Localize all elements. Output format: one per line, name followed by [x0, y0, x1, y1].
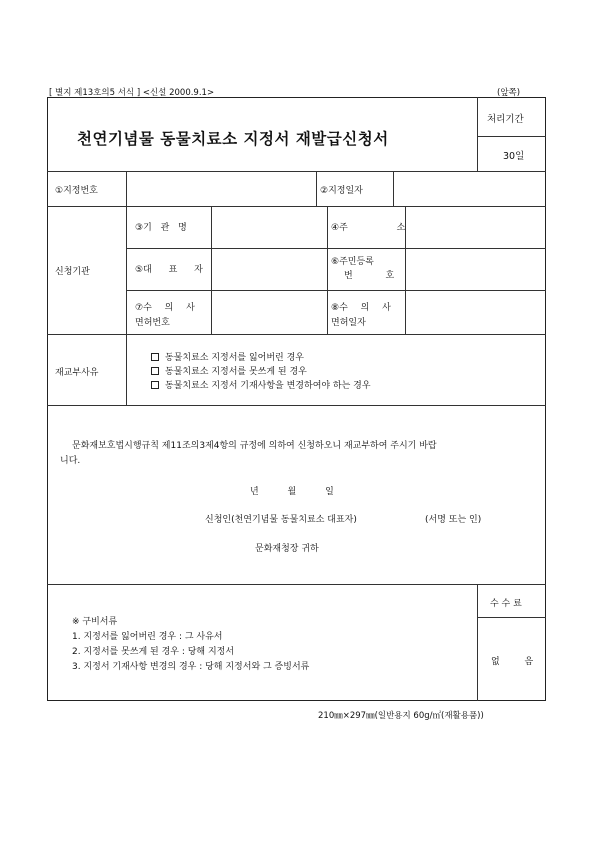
address-field[interactable]	[407, 208, 544, 246]
divider	[327, 206, 328, 334]
required-document-item: 2. 지정서를 못쓰게 된 경우 : 당해 지정서	[72, 647, 235, 657]
divider	[126, 248, 546, 249]
org-name-label: ③기 관 명	[135, 223, 187, 233]
representative-label: ⑤대 표 자	[135, 265, 203, 275]
required-document-item: 1. 지정서를 잃어버린 경우 : 그 사유서	[72, 632, 223, 642]
reason-option[interactable]: 동물치료소 지정서 기재사항을 변경하여야 하는 경우	[151, 378, 371, 391]
processing-period-label: 처리기간	[487, 114, 524, 125]
vet-license-date-label-2: 면허일자	[331, 318, 366, 328]
reason-option[interactable]: 동물치료소 지정서를 못쓰게 된 경우	[151, 364, 307, 377]
divider	[477, 617, 546, 618]
resident-number-field[interactable]	[407, 250, 544, 288]
resident-number-label-2: 번 호	[344, 271, 395, 281]
required-documents-heading: ※ 구비서류	[72, 617, 118, 627]
applicant-org-label: 신청기관	[55, 267, 90, 277]
divider	[477, 584, 478, 701]
divider	[477, 97, 478, 171]
checkbox[interactable]	[151, 367, 159, 375]
divider	[477, 136, 546, 137]
divider	[316, 171, 317, 206]
form-title: 천연기념물 동물치료소 지정서 재발급신청서	[77, 130, 389, 148]
designation-date-field[interactable]	[395, 173, 544, 204]
fee-value: 없 음	[491, 657, 534, 667]
paper-spec: 210㎜×297㎜(일반용지 60g/㎡(재활용품))	[318, 711, 484, 721]
applicant-line: 신청인(천연기념물 동물치료소 대표자)	[205, 515, 357, 525]
page-side-label: (앞쪽)	[497, 88, 521, 98]
date-line: 년 월 일	[250, 487, 334, 497]
statement-text: 문화재보호법시행규칙 제11조의3제4항의 규정에 의하여 신청하오니 재교부하여 주시기 바랍	[72, 441, 437, 451]
form-reference: [ 별지 제13호의5 서식 ] <신설 2000.9.1>	[49, 88, 215, 98]
resident-number-label: ⑥주민등록	[331, 257, 374, 267]
designation-number-field[interactable]	[128, 173, 314, 204]
divider	[126, 290, 546, 291]
vet-license-number-label: ⑦수 의 사	[135, 303, 195, 313]
required-document-item: 3. 지정서 기재사항 변경의 경우 : 당해 지정서와 그 증빙서류	[72, 662, 310, 672]
vet-license-number-field[interactable]	[213, 292, 325, 332]
org-name-field[interactable]	[213, 208, 325, 246]
divider	[47, 405, 546, 406]
designation-number-label: ①지정번호	[55, 186, 98, 196]
divider	[47, 206, 546, 207]
checkbox[interactable]	[151, 381, 159, 389]
vet-license-date-field[interactable]	[407, 292, 544, 332]
reason-option[interactable]: 동물치료소 지정서를 잃어버린 경우	[151, 350, 304, 363]
designation-date-label: ②지정일자	[320, 186, 363, 196]
checkbox[interactable]	[151, 353, 159, 361]
divider	[126, 171, 127, 334]
divider	[126, 334, 127, 405]
divider	[211, 206, 212, 334]
divider	[393, 171, 394, 206]
signature-label: (서명 또는 인)	[425, 515, 482, 525]
vet-license-number-label-2: 면허번호	[135, 318, 170, 328]
address-label: ④주 소	[331, 223, 406, 233]
divider	[47, 584, 546, 585]
fee-label: 수 수 료	[490, 599, 522, 609]
divider	[47, 334, 546, 335]
statement-text-2: 니다.	[60, 456, 81, 466]
reissue-reason-label: 재교부사유	[55, 368, 99, 378]
processing-period-value: 30일	[503, 151, 525, 162]
recipient-line: 문화재청장 귀하	[255, 544, 319, 554]
vet-license-date-label: ⑧수 의 사	[331, 303, 391, 313]
divider	[47, 171, 546, 172]
representative-field[interactable]	[213, 250, 325, 288]
